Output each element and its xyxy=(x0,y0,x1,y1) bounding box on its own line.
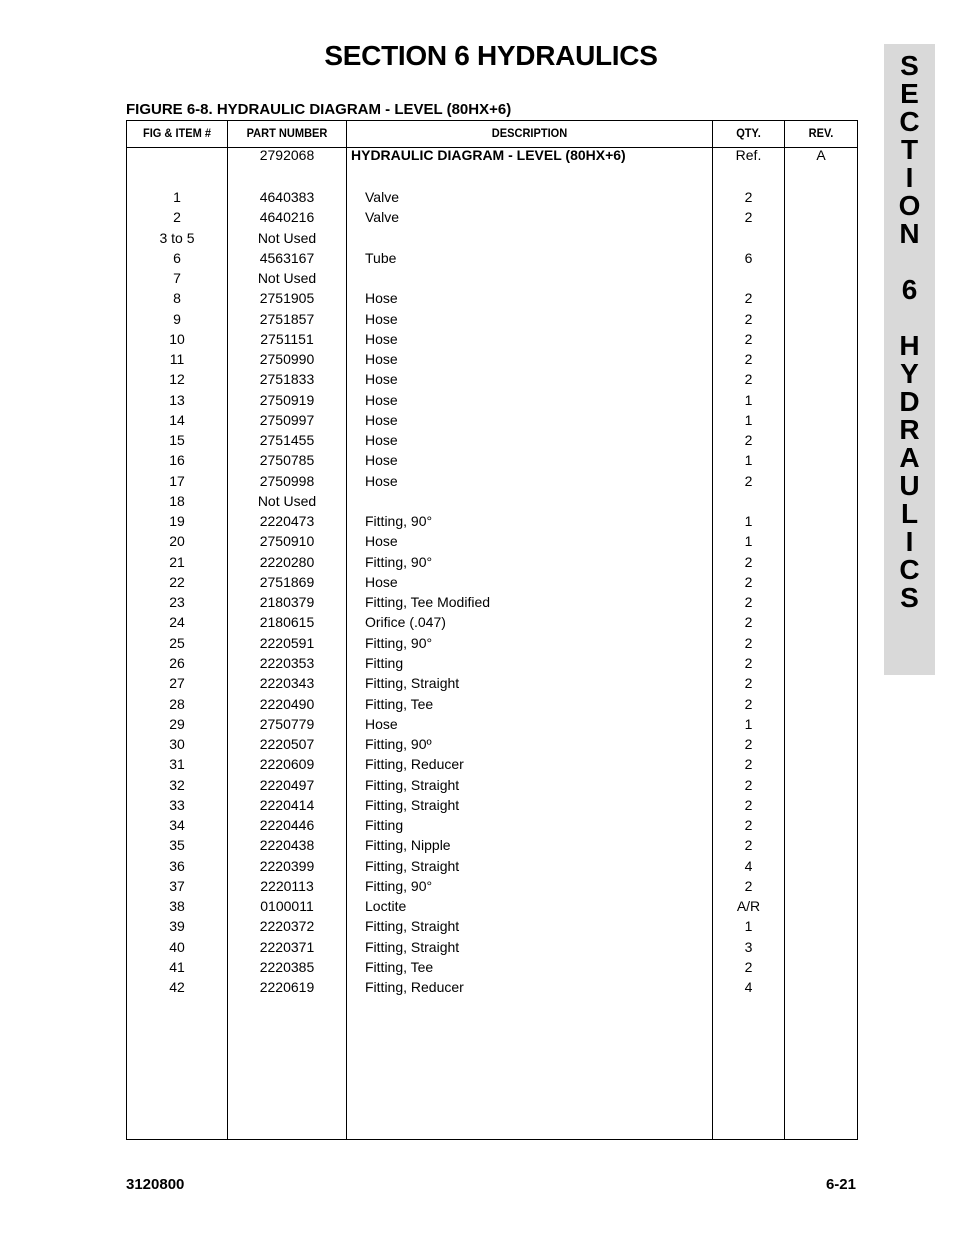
part-number-cell: 2792068 xyxy=(259,147,315,163)
qty-cell: 2 xyxy=(744,756,753,773)
table-row xyxy=(127,916,857,936)
item-number-cell: 2 xyxy=(173,209,181,226)
side-tab-letter: E xyxy=(900,78,919,109)
item-number-cell: 14 xyxy=(169,411,185,428)
description-cell: Hose xyxy=(365,371,398,388)
qty-cell: 2 xyxy=(744,837,753,854)
side-tab-letter: S xyxy=(900,582,919,613)
table-row xyxy=(127,835,857,855)
item-number-cell: 16 xyxy=(169,452,185,469)
item-number-cell: 18 xyxy=(169,492,185,509)
item-number-cell: 39 xyxy=(169,918,185,935)
item-number-cell: 35 xyxy=(169,837,185,854)
parts-table xyxy=(126,120,858,1140)
item-number-cell: 38 xyxy=(169,898,185,915)
part-number-cell: 2750990 xyxy=(259,351,315,368)
item-number-cell: 11 xyxy=(169,351,185,368)
description-cell: Hose xyxy=(365,432,398,449)
table-row xyxy=(127,531,857,551)
item-number-cell: 21 xyxy=(169,553,185,570)
description-cell: Fitting, Tee xyxy=(365,695,434,712)
qty-cell: 2 xyxy=(744,189,753,205)
part-number-cell: 2220385 xyxy=(259,958,315,975)
table-row xyxy=(127,349,857,369)
part-number-cell: 2750779 xyxy=(259,715,315,732)
description-cell: Hose xyxy=(365,290,398,307)
table-row xyxy=(127,633,857,653)
part-number-cell: Not Used xyxy=(257,270,317,287)
description-cell: Fitting, 90° xyxy=(365,513,433,530)
side-tab-letter: D xyxy=(899,386,920,417)
part-number-cell: 2220371 xyxy=(259,938,315,955)
qty-cell: 1 xyxy=(744,918,753,935)
part-number-cell: 2220619 xyxy=(259,979,315,996)
table-row xyxy=(127,552,857,572)
part-number-cell: 2751833 xyxy=(259,371,315,388)
qty-cell: 2 xyxy=(744,209,753,226)
side-tab-letter: H xyxy=(899,330,920,361)
part-number-cell: 2750997 xyxy=(259,411,315,428)
item-number-cell: 7 xyxy=(173,270,181,287)
table-row xyxy=(127,511,857,531)
table-row xyxy=(127,572,857,592)
description-cell: Fitting, 90° xyxy=(365,634,433,651)
item-number-cell: 40 xyxy=(169,938,185,955)
item-number-cell: 20 xyxy=(169,533,185,550)
description-cell: Fitting, 90° xyxy=(365,877,433,894)
qty-cell: 2 xyxy=(744,573,753,590)
description-cell: Fitting xyxy=(365,654,404,671)
qty-cell: 2 xyxy=(744,736,753,753)
table-row xyxy=(127,450,857,470)
item-number-cell: 42 xyxy=(169,979,185,996)
description-cell: HYDRAULIC DIAGRAM - LEVEL (80HX+6) xyxy=(351,147,626,163)
description-cell: Loctite xyxy=(365,898,407,915)
description-cell: Orifice (.047) xyxy=(365,614,446,631)
side-tab-letter: R xyxy=(899,414,920,445)
table-row xyxy=(127,876,857,896)
description-cell: Fitting, Straight xyxy=(365,857,460,874)
description-cell: Fitting, 90° xyxy=(365,553,433,570)
part-number-cell: 2220399 xyxy=(259,857,315,874)
header-rev: REV. xyxy=(808,126,834,140)
item-number-cell: 25 xyxy=(169,634,185,651)
table-row xyxy=(127,734,857,754)
side-tab-letter: I xyxy=(905,526,914,557)
side-tab-letter: U xyxy=(899,470,920,501)
part-number-cell: 2180615 xyxy=(259,614,315,631)
item-number-cell: 29 xyxy=(169,715,185,732)
table-row xyxy=(127,896,857,916)
part-number-cell: 2220438 xyxy=(259,837,315,854)
side-tab-letter: A xyxy=(899,442,920,473)
table-row xyxy=(127,471,857,491)
description-cell: Hose xyxy=(365,715,398,732)
qty-cell: 2 xyxy=(744,472,753,489)
table-row xyxy=(127,207,857,227)
description-cell: Fitting xyxy=(365,817,404,834)
qty-cell: 2 xyxy=(744,351,753,368)
part-number-cell: 2220280 xyxy=(259,553,315,570)
description-cell: Hose xyxy=(365,533,398,550)
table-row xyxy=(127,187,857,207)
qty-cell: 2 xyxy=(744,553,753,570)
table-row xyxy=(127,248,857,268)
item-number-cell: 34 xyxy=(169,817,185,834)
description-cell: Hose xyxy=(365,573,398,590)
qty-cell: A/R xyxy=(736,898,761,915)
part-number-cell: 2220372 xyxy=(259,918,315,935)
part-number-cell: 2220473 xyxy=(259,513,315,530)
description-cell: Fitting, Straight xyxy=(365,776,460,793)
part-number-cell: 4563167 xyxy=(259,249,315,266)
item-number-cell: 13 xyxy=(169,391,185,408)
qty-cell: 2 xyxy=(744,310,753,327)
table-row xyxy=(127,369,857,389)
item-number-cell: 36 xyxy=(169,857,185,874)
description-cell: Hose xyxy=(365,351,398,368)
part-number-cell: 2220490 xyxy=(259,695,315,712)
part-number-cell: 2220609 xyxy=(259,756,315,773)
item-number-cell: 6 xyxy=(173,249,181,266)
qty-cell: 2 xyxy=(744,877,753,894)
part-number-cell: 2220591 xyxy=(259,634,315,651)
description-cell: Fitting, Tee xyxy=(365,958,434,975)
description-cell: Fitting, Nipple xyxy=(365,837,451,854)
description-cell: Hose xyxy=(365,472,398,489)
description-cell: Fitting, Straight xyxy=(365,796,460,813)
part-number-cell: 2750785 xyxy=(259,452,315,469)
table-row xyxy=(127,815,857,835)
qty-cell: 1 xyxy=(744,391,753,408)
item-number-cell: 3 to 5 xyxy=(159,229,195,246)
side-tab-letter: N xyxy=(899,218,920,249)
table-row xyxy=(127,268,857,288)
part-number-cell: 2751857 xyxy=(259,310,315,327)
description-cell: Fitting, Straight xyxy=(365,675,460,692)
qty-cell: 2 xyxy=(744,817,753,834)
side-tab-letter: S xyxy=(900,50,919,81)
table-row xyxy=(127,430,857,450)
part-number-cell: 2220353 xyxy=(259,654,315,671)
description-cell: Fitting, Tee Modified xyxy=(365,594,491,611)
item-number-cell: 30 xyxy=(169,736,185,753)
qty-cell: 2 xyxy=(744,695,753,712)
side-tab-letter: O xyxy=(898,190,921,221)
part-number-cell: 2220343 xyxy=(259,675,315,692)
item-number-cell: 33 xyxy=(169,796,185,813)
table-row xyxy=(127,228,857,248)
part-number-cell: 2750910 xyxy=(259,533,315,550)
item-number-cell: 10 xyxy=(169,330,185,347)
part-number-cell: Not Used xyxy=(257,229,317,246)
qty-cell: 1 xyxy=(744,715,753,732)
side-tab-letter: L xyxy=(900,498,919,529)
part-number-cell: 2220446 xyxy=(259,817,315,834)
part-number-cell: Not Used xyxy=(257,492,317,509)
qty-cell: 1 xyxy=(744,452,753,469)
table-row xyxy=(127,754,857,774)
side-tab-letter: I xyxy=(905,162,914,193)
item-number-cell: 8 xyxy=(173,290,181,307)
table-row xyxy=(127,714,857,734)
item-number-cell: 26 xyxy=(169,654,185,671)
item-number-cell: 41 xyxy=(169,958,185,975)
qty-cell: 2 xyxy=(744,675,753,692)
item-number-cell: 37 xyxy=(169,877,185,894)
qty-cell: 2 xyxy=(744,290,753,307)
description-cell: Fitting, Reducer xyxy=(365,979,464,996)
section-side-tab xyxy=(884,44,935,675)
table-row xyxy=(127,653,857,673)
header-qty: QTY. xyxy=(736,126,761,140)
qty-cell: 3 xyxy=(744,938,753,955)
description-cell: Hose xyxy=(365,391,398,408)
description-cell: Fitting, Straight xyxy=(365,938,460,955)
part-number-cell: 2750919 xyxy=(259,391,315,408)
description-cell: Hose xyxy=(365,310,398,327)
table-row xyxy=(127,390,857,410)
table-row xyxy=(127,937,857,957)
qty-cell: 6 xyxy=(744,249,753,266)
part-number-cell: 4640383 xyxy=(259,189,315,205)
header-part-number: PART NUMBER xyxy=(246,126,328,140)
part-number-cell: 2180379 xyxy=(259,594,315,611)
rev-cell: A xyxy=(816,147,826,163)
qty-cell: 1 xyxy=(744,533,753,550)
table-row xyxy=(127,491,857,511)
qty-cell: 2 xyxy=(744,634,753,651)
qty-cell: 2 xyxy=(744,796,753,813)
table-row xyxy=(127,145,857,165)
table-row xyxy=(127,288,857,308)
item-number-cell: 28 xyxy=(169,695,185,712)
item-number-cell: 22 xyxy=(169,573,185,590)
side-tab-letter: 6 xyxy=(901,274,918,305)
side-tab-letter: Y xyxy=(900,358,919,389)
item-number-cell: 1 xyxy=(173,189,181,205)
table-row xyxy=(127,612,857,632)
side-tab-letter: C xyxy=(899,554,920,585)
item-number-cell: 19 xyxy=(169,513,185,530)
table-row xyxy=(127,856,857,876)
part-number-cell: 2220414 xyxy=(259,796,315,813)
table-row xyxy=(127,309,857,329)
side-tab-letter: T xyxy=(900,134,919,165)
qty-cell: 2 xyxy=(744,614,753,631)
qty-cell: 4 xyxy=(744,857,753,874)
table-row xyxy=(127,673,857,693)
description-cell: Fitting, Reducer xyxy=(365,756,464,773)
item-number-cell: 32 xyxy=(169,776,185,793)
item-number-cell: 24 xyxy=(169,614,185,631)
item-number-cell: 27 xyxy=(169,675,185,692)
item-number-cell: 9 xyxy=(173,310,181,327)
part-number-cell: 2750998 xyxy=(259,472,315,489)
description-cell: Fitting, 90º xyxy=(365,736,432,753)
table-row xyxy=(127,775,857,795)
table-row xyxy=(127,592,857,612)
page-number: 6-21 xyxy=(825,1176,856,1193)
part-number-cell: 2751905 xyxy=(259,290,315,307)
item-number-cell: 15 xyxy=(169,432,185,449)
qty-cell: 1 xyxy=(744,513,753,530)
description-cell: Hose xyxy=(365,452,398,469)
description-cell: Fitting, Straight xyxy=(365,918,460,935)
part-number-cell: 2751151 xyxy=(260,330,314,347)
description-cell: Hose xyxy=(365,411,398,428)
table-row xyxy=(127,977,857,997)
table-row xyxy=(127,957,857,977)
part-number-cell: 2220507 xyxy=(259,736,315,753)
part-number-cell: 2220113 xyxy=(260,877,314,894)
table-row xyxy=(127,795,857,815)
item-number-cell: 12 xyxy=(169,371,185,388)
header-description: DESCRIPTION xyxy=(491,126,568,140)
qty-cell: Ref. xyxy=(735,147,762,163)
qty-cell: 2 xyxy=(744,594,753,611)
item-number-cell: 31 xyxy=(169,756,185,773)
description-cell: Hose xyxy=(365,330,398,347)
section-title: SECTION 6 HYDRAULICS xyxy=(324,40,658,71)
qty-cell: 2 xyxy=(744,330,753,347)
qty-cell: 2 xyxy=(744,371,753,388)
table-row xyxy=(127,694,857,714)
description-cell: Valve xyxy=(365,209,399,226)
description-cell: Tube xyxy=(365,249,397,266)
part-number-cell: 2751869 xyxy=(259,573,315,590)
table-row xyxy=(127,410,857,430)
qty-cell: 2 xyxy=(744,958,753,975)
qty-cell: 4 xyxy=(744,979,753,996)
part-number-cell: 4640216 xyxy=(259,209,315,226)
header-item: FIG & ITEM # xyxy=(142,126,212,140)
figure-title: FIGURE 6-8. HYDRAULIC DIAGRAM - LEVEL (80HX+6) xyxy=(126,101,512,118)
side-tab-letter: C xyxy=(899,106,920,137)
item-number-cell: 23 xyxy=(169,594,185,611)
table-row xyxy=(127,329,857,349)
part-number-cell: 2220497 xyxy=(259,776,315,793)
item-number-cell: 17 xyxy=(169,472,185,489)
qty-cell: 2 xyxy=(744,654,753,671)
part-number-cell: 2751455 xyxy=(259,432,315,449)
document-number: 3120800 xyxy=(126,1176,185,1193)
part-number-cell: 0100011 xyxy=(260,898,314,915)
description-cell: Valve xyxy=(365,189,399,205)
qty-cell: 2 xyxy=(744,776,753,793)
qty-cell: 2 xyxy=(744,432,753,449)
qty-cell: 1 xyxy=(744,411,753,428)
